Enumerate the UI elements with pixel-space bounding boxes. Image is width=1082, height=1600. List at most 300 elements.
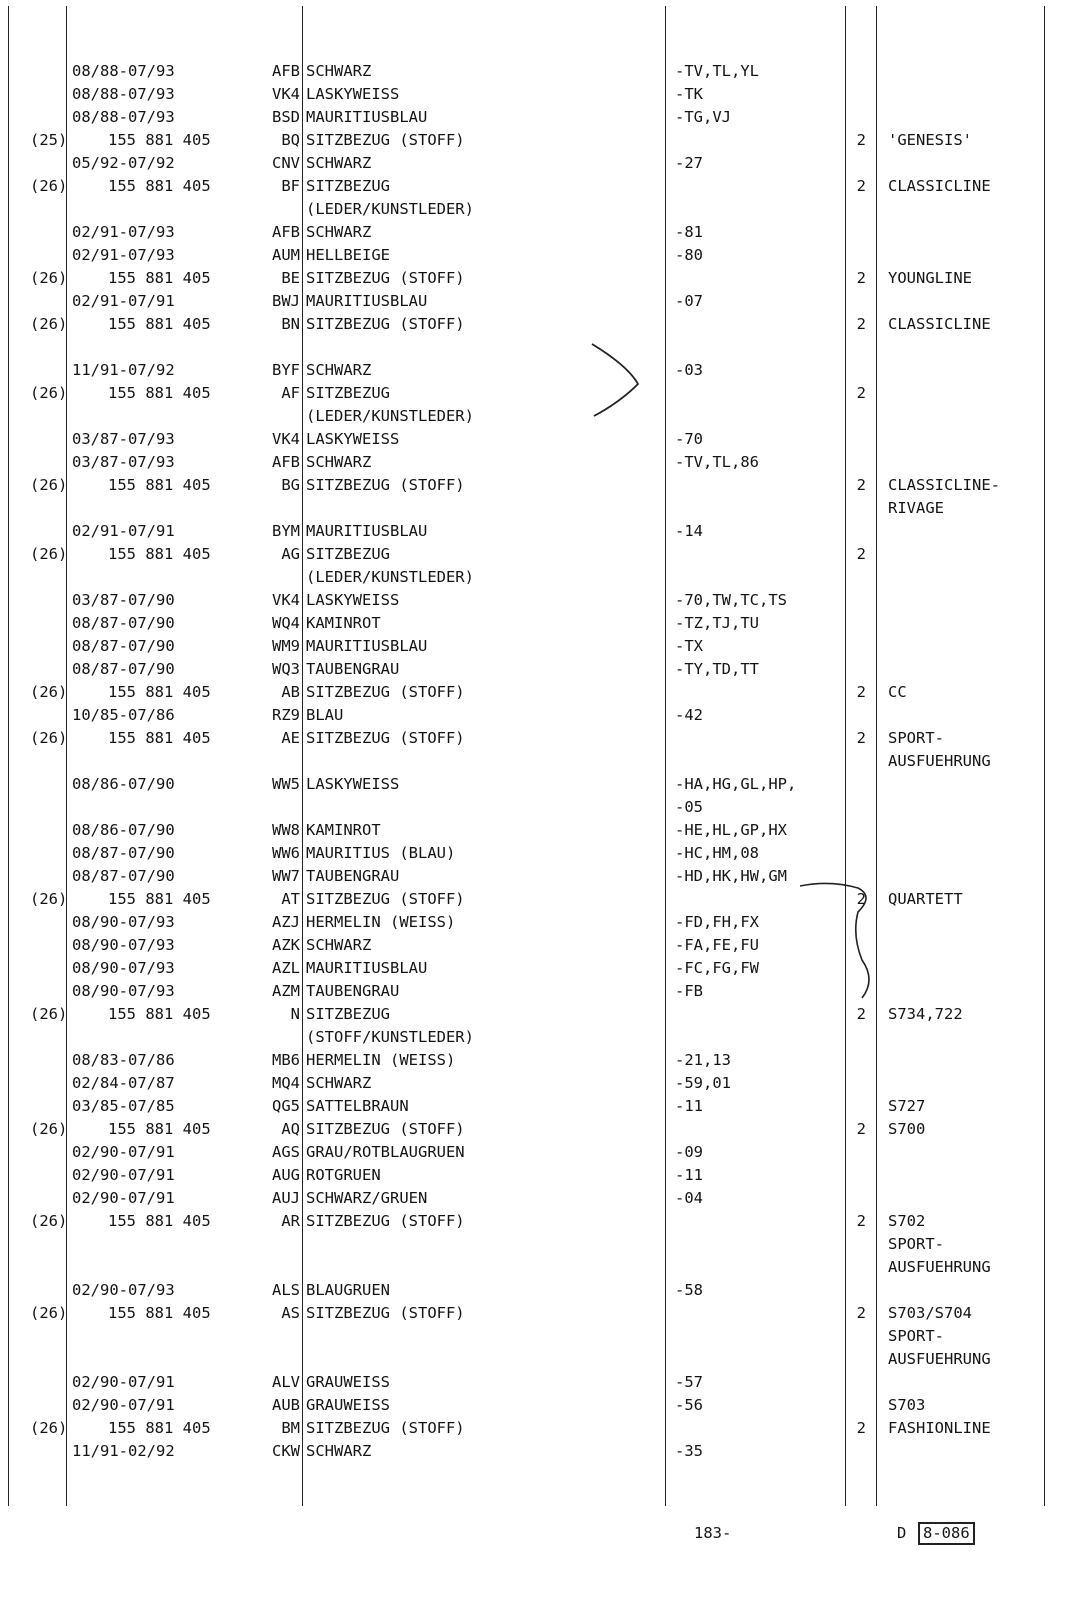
table-row [0,152,1082,175]
date-range: 08/86-07/90 [72,775,175,793]
variant-code: AZL [272,959,300,977]
model-note: SPORT- [888,1235,944,1253]
date-range: 03/87-07/93 [72,430,175,448]
date-range: 08/87-07/90 [72,844,175,862]
remark-codes: -FA,FE,FU [675,936,759,954]
variant-code: AZM [272,982,300,1000]
variant-code: AUM [272,246,300,264]
table-row [0,1302,1082,1325]
part-number: 155 881 405 [108,683,211,701]
table-row [0,1210,1082,1233]
variant-code: VK4 [272,591,300,609]
table-row [0,1072,1082,1095]
remark-codes: -81 [675,223,703,241]
quantity: 2 [856,177,866,195]
model-note: 'GENESIS' [888,131,972,149]
date-range: 03/87-07/93 [72,453,175,471]
ref-number: (26) [30,177,68,195]
model-note: YOUNGLINE [888,269,972,287]
date-range: 02/90-07/91 [72,1166,175,1184]
model-note: SPORT- [888,1327,944,1345]
description: SITZBEZUG [306,177,390,195]
table-row [0,1256,1082,1279]
model-note: S703/S704 [888,1304,972,1322]
variant-code: VK4 [272,85,300,103]
description: SITZBEZUG (STOFF) [306,1212,465,1230]
description: LASKYWEISS [306,85,400,103]
variant-code: RZ9 [272,706,300,724]
table-row [0,267,1082,290]
table-row [0,497,1082,520]
description: SITZBEZUG (STOFF) [306,476,465,494]
table-row [0,704,1082,727]
part-number: 155 881 405 [108,269,211,287]
table-row [0,405,1082,428]
variant-code: BG [281,476,300,494]
description: SITZBEZUG (STOFF) [306,729,465,747]
ref-number: (26) [30,1120,68,1138]
table-row [0,175,1082,198]
variant-code: AT [281,890,300,908]
variant-code: ALS [272,1281,300,1299]
variant-code: N [290,1005,300,1023]
description: SCHWARZ [306,1074,372,1092]
table-row [0,957,1082,980]
description: TAUBENGRAU [306,867,400,885]
description: MAURITIUSBLAU [306,292,428,310]
variant-code: AUG [272,1166,300,1184]
quantity: 2 [856,131,866,149]
remark-codes: -11 [675,1166,703,1184]
page-number: 183- [694,1524,732,1542]
table-row [0,1141,1082,1164]
table-row [0,635,1082,658]
variant-code: BYM [272,522,300,540]
table-row [0,589,1082,612]
remark-codes: -HE,HL,GP,HX [675,821,787,839]
part-number: 155 881 405 [108,1419,211,1437]
description: SCHWARZ [306,1442,372,1460]
description: SITZBEZUG (STOFF) [306,131,465,149]
remark-codes: -21,13 [675,1051,731,1069]
variant-code: AFB [272,453,300,471]
description: SCHWARZ [306,62,372,80]
description: SITZBEZUG (STOFF) [306,1120,465,1138]
ref-number: (26) [30,476,68,494]
table-row [0,1118,1082,1141]
model-note: FASHIONLINE [888,1419,991,1437]
date-range: 08/88-07/93 [72,62,175,80]
remark-codes: -59,01 [675,1074,731,1092]
description: SCHWARZ [306,361,372,379]
description: TAUBENGRAU [306,660,400,678]
table-row [0,244,1082,267]
remark-codes: -80 [675,246,703,264]
table-row [0,842,1082,865]
variant-code: BN [281,315,300,333]
description: HERMELIN (WEISS) [306,913,456,931]
table-row [0,1371,1082,1394]
table-row [0,290,1082,313]
date-range: 08/90-07/93 [72,982,175,1000]
date-range: 11/91-07/92 [72,361,175,379]
table-row [0,106,1082,129]
variant-code: AUB [272,1396,300,1414]
date-range: 02/91-07/93 [72,246,175,264]
variant-code: AFB [272,62,300,80]
table-row [0,198,1082,221]
part-number: 155 881 405 [108,1005,211,1023]
description: MAURITIUSBLAU [306,108,428,126]
ref-number: (26) [30,1005,68,1023]
date-range: 10/85-07/86 [72,706,175,724]
date-range: 02/91-07/91 [72,522,175,540]
quantity: 2 [856,729,866,747]
remark-codes: -58 [675,1281,703,1299]
table-row [0,1187,1082,1210]
remark-codes: -TZ,TJ,TU [675,614,759,632]
date-range: 02/91-07/93 [72,223,175,241]
model-note: S703 [888,1396,926,1414]
variant-code: AUJ [272,1189,300,1207]
date-range: 02/90-07/91 [72,1143,175,1161]
model-note: S727 [888,1097,926,1115]
description: MAURITIUSBLAU [306,959,428,977]
variant-code: BE [281,269,300,287]
variant-code: WM9 [272,637,300,655]
description: GRAU/ROTBLAUGRUEN [306,1143,465,1161]
description: SITZBEZUG (STOFF) [306,890,465,908]
table-row [0,612,1082,635]
table-row [0,359,1082,382]
remark-codes: -HC,HM,08 [675,844,759,862]
variant-code: BM [281,1419,300,1437]
table-row [0,543,1082,566]
table-row [0,60,1082,83]
date-range: 03/85-07/85 [72,1097,175,1115]
table-row [0,566,1082,589]
date-range: 08/90-07/93 [72,936,175,954]
variant-code: AE [281,729,300,747]
ref-number: (25) [30,131,68,149]
variant-code: QG5 [272,1097,300,1115]
description: LASKYWEISS [306,775,400,793]
table-row [0,1394,1082,1417]
part-number: 155 881 405 [108,1120,211,1138]
description: BLAU [306,706,344,724]
description: SCHWARZ [306,223,372,241]
date-range: 08/88-07/93 [72,108,175,126]
date-range: 03/87-07/90 [72,591,175,609]
remark-codes: -56 [675,1396,703,1414]
date-range: 02/90-07/91 [72,1189,175,1207]
variant-code: VK4 [272,430,300,448]
table-row [0,911,1082,934]
remark-codes: -FD,FH,FX [675,913,759,931]
description: HELLBEIGE [306,246,390,264]
date-range: 02/90-07/93 [72,1281,175,1299]
date-range: 08/87-07/90 [72,614,175,632]
quantity: 2 [856,1005,866,1023]
table-row [0,129,1082,152]
variant-code: BSD [272,108,300,126]
variant-code: AFB [272,223,300,241]
description: HERMELIN (WEISS) [306,1051,456,1069]
variant-code: MQ4 [272,1074,300,1092]
table-row [0,980,1082,1003]
ref-number: (26) [30,890,68,908]
table-row [0,1440,1082,1463]
remark-codes: -35 [675,1442,703,1460]
model-note: AUSFUEHRUNG [888,752,991,770]
table-row [0,727,1082,750]
model-note: QUARTETT [888,890,963,908]
table-row [0,313,1082,336]
date-range: 08/88-07/93 [72,85,175,103]
description: (LEDER/KUNSTLEDER) [306,407,474,425]
quantity: 2 [856,1304,866,1322]
table-row [0,796,1082,819]
date-range: 08/90-07/93 [72,913,175,931]
remark-codes: -70,TW,TC,TS [675,591,787,609]
description: BLAUGRUEN [306,1281,390,1299]
date-range: 08/83-07/86 [72,1051,175,1069]
ref-number: (26) [30,545,68,563]
table-row [0,1325,1082,1348]
quantity: 2 [856,269,866,287]
date-range: 02/84-07/87 [72,1074,175,1092]
variant-code: BF [281,177,300,195]
remark-codes: -07 [675,292,703,310]
ref-number: (26) [30,1304,68,1322]
variant-code: AF [281,384,300,402]
date-range: 02/91-07/91 [72,292,175,310]
table-row [0,888,1082,911]
description: SITZBEZUG [306,1005,390,1023]
model-note: S700 [888,1120,926,1138]
remark-codes: -HD,HK,HW,GM [675,867,787,885]
quantity: 2 [856,315,866,333]
description: GRAUWEISS [306,1396,390,1414]
quantity: 2 [856,1212,866,1230]
variant-code: WW7 [272,867,300,885]
remark-codes: -TG,VJ [675,108,731,126]
remark-codes: -27 [675,154,703,172]
variant-code: WW5 [272,775,300,793]
variant-code: MB6 [272,1051,300,1069]
table-row [0,1049,1082,1072]
variant-code: AB [281,683,300,701]
table-row [0,865,1082,888]
remark-codes: -TV,TL,YL [675,62,759,80]
variant-code: BWJ [272,292,300,310]
model-note: CLASSICLINE [888,315,991,333]
quantity: 2 [856,683,866,701]
table-row [0,520,1082,543]
table-row [0,83,1082,106]
table-row [0,1233,1082,1256]
remark-codes: -57 [675,1373,703,1391]
part-number: 155 881 405 [108,1304,211,1322]
part-number: 155 881 405 [108,131,211,149]
description: TAUBENGRAU [306,982,400,1000]
description: KAMINROT [306,821,381,839]
description: MAURITIUS (BLAU) [306,844,456,862]
variant-code: AG [281,545,300,563]
model-note: SPORT- [888,729,944,747]
date-range: 08/90-07/93 [72,959,175,977]
description: LASKYWEISS [306,430,400,448]
remark-codes: -42 [675,706,703,724]
variant-code: CNV [272,154,300,172]
ref-number: (26) [30,729,68,747]
description: SITZBEZUG (STOFF) [306,315,465,333]
quantity: 2 [856,1120,866,1138]
part-number: 155 881 405 [108,315,211,333]
variant-code: ALV [272,1373,300,1391]
table-row [0,819,1082,842]
table-row [0,658,1082,681]
description: SITZBEZUG (STOFF) [306,683,465,701]
date-range: 11/91-02/92 [72,1442,175,1460]
date-range: 05/92-07/92 [72,154,175,172]
part-number: 155 881 405 [108,545,211,563]
description: SCHWARZ/GRUEN [306,1189,428,1207]
remark-codes: -HA,HG,GL,HP, [675,775,797,793]
variant-code: AR [281,1212,300,1230]
description: SITZBEZUG [306,545,390,563]
table-row [0,1003,1082,1026]
description: SITZBEZUG [306,384,390,402]
date-range: 08/86-07/90 [72,821,175,839]
quantity: 2 [856,1419,866,1437]
description: LASKYWEISS [306,591,400,609]
description: SCHWARZ [306,936,372,954]
table-row [0,336,1082,359]
variant-code: AZJ [272,913,300,931]
table-row [0,1279,1082,1302]
model-note: AUSFUEHRUNG [888,1350,991,1368]
model-note: CLASSICLINE [888,177,991,195]
description: SCHWARZ [306,154,372,172]
table-row [0,382,1082,405]
quantity: 2 [856,890,866,908]
description: ROTGRUEN [306,1166,381,1184]
table-row [0,221,1082,244]
variant-code: WW6 [272,844,300,862]
variant-code: AS [281,1304,300,1322]
remark-codes: -TY,TD,TT [675,660,759,678]
quantity: 2 [856,545,866,563]
date-range: 02/90-07/91 [72,1396,175,1414]
model-note: CLASSICLINE- [888,476,1000,494]
variant-code: BQ [281,131,300,149]
variant-code: AGS [272,1143,300,1161]
table-row [0,773,1082,796]
table-row [0,1095,1082,1118]
remark-codes: -70 [675,430,703,448]
table-row [0,750,1082,773]
table-row [0,1417,1082,1440]
remark-codes: -TK [675,85,703,103]
section-letter: D [897,1524,907,1542]
date-range: 08/87-07/90 [72,637,175,655]
model-note: S702 [888,1212,926,1230]
variant-code: BYF [272,361,300,379]
table-row [0,1348,1082,1371]
model-note: AUSFUEHRUNG [888,1258,991,1276]
remark-codes: -FC,FG,FW [675,959,759,977]
remark-codes: -11 [675,1097,703,1115]
description: (LEDER/KUNSTLEDER) [306,568,474,586]
description: SITZBEZUG (STOFF) [306,1304,465,1322]
variant-code: WQ3 [272,660,300,678]
remark-codes: -04 [675,1189,703,1207]
remark-codes: -05 [675,798,703,816]
table-row [0,1026,1082,1049]
variant-code: WW8 [272,821,300,839]
ref-number: (26) [30,1212,68,1230]
ref-number: (26) [30,315,68,333]
variant-code: WQ4 [272,614,300,632]
description: SITZBEZUG (STOFF) [306,269,465,287]
description: SITZBEZUG (STOFF) [306,1419,465,1437]
part-number: 155 881 405 [108,476,211,494]
table-row [0,1164,1082,1187]
ref-number: (26) [30,1419,68,1437]
description: MAURITIUSBLAU [306,637,428,655]
remark-codes: -14 [675,522,703,540]
ref-number: (26) [30,683,68,701]
remark-codes: -TV,TL,86 [675,453,759,471]
description: SCHWARZ [306,453,372,471]
ref-number: (26) [30,384,68,402]
quantity: 2 [856,384,866,402]
description: MAURITIUSBLAU [306,522,428,540]
remark-codes: -TX [675,637,703,655]
table-row [0,681,1082,704]
model-note: RIVAGE [888,499,944,517]
part-number: 155 881 405 [108,890,211,908]
ref-number: (26) [30,269,68,287]
part-number: 155 881 405 [108,384,211,402]
variant-code: CKW [272,1442,300,1460]
table-row [0,474,1082,497]
description: (STOFF/KUNSTLEDER) [306,1028,474,1046]
remark-codes: -FB [675,982,703,1000]
section-code-box: 8-086 [918,1522,975,1545]
part-number: 155 881 405 [108,729,211,747]
remark-codes: -09 [675,1143,703,1161]
variant-code: AQ [281,1120,300,1138]
table-row [0,428,1082,451]
table-row [0,934,1082,957]
model-note: CC [888,683,907,701]
variant-code: AZK [272,936,300,954]
part-number: 155 881 405 [108,177,211,195]
model-note: S734,722 [888,1005,963,1023]
description: SATTELBRAUN [306,1097,409,1115]
table-row [0,451,1082,474]
part-number: 155 881 405 [108,1212,211,1230]
date-range: 08/87-07/90 [72,867,175,885]
date-range: 02/90-07/91 [72,1373,175,1391]
date-range: 08/87-07/90 [72,660,175,678]
description: (LEDER/KUNSTLEDER) [306,200,474,218]
description: KAMINROT [306,614,381,632]
description: GRAUWEISS [306,1373,390,1391]
quantity: 2 [856,476,866,494]
